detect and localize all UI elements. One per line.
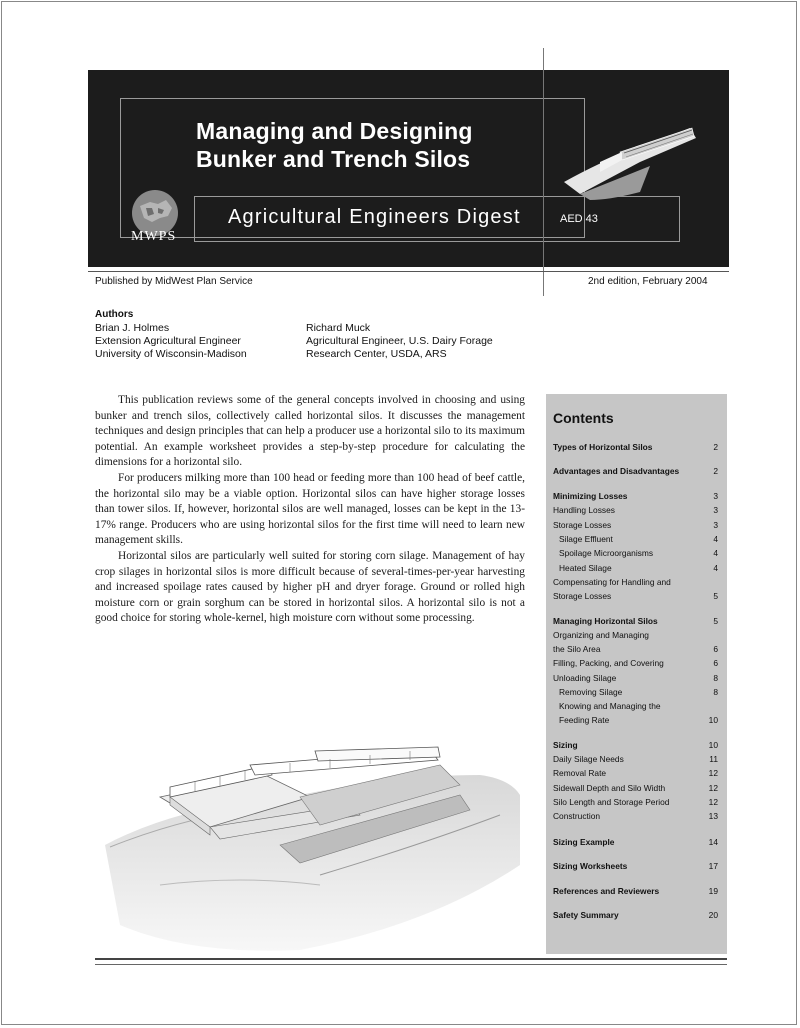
- toc-label: Handling Losses: [553, 505, 615, 515]
- toc-page: 11: [709, 754, 718, 764]
- toc-label: Feeding Rate: [559, 715, 610, 725]
- toc-page: 10: [708, 740, 718, 750]
- toc-label: Storage Losses: [553, 591, 612, 601]
- toc-page: 6: [713, 658, 718, 668]
- toc-page: 5: [713, 616, 718, 626]
- contents-title: Contents: [553, 410, 614, 426]
- toc-page: 12: [708, 797, 718, 807]
- toc-page: 14: [708, 837, 718, 847]
- toc-page: 5: [713, 591, 718, 601]
- footer-rule: [95, 958, 727, 960]
- series-name: Agricultural Engineers Digest: [228, 206, 521, 228]
- toc-label: Silo Length and Storage Period: [553, 797, 670, 807]
- toc-page: 13: [708, 811, 718, 821]
- author-left-org: University of Wisconsin-Madison: [95, 348, 247, 360]
- toc-item[interactable]: [553, 591, 718, 605]
- author-right: [306, 322, 493, 361]
- toc-label: Knowing and Managing the: [559, 701, 661, 711]
- toc-item[interactable]: [553, 442, 718, 456]
- toc-item[interactable]: [553, 630, 718, 644]
- toc-label: Minimizing Losses: [553, 491, 628, 501]
- toc-page: 4: [713, 563, 718, 573]
- toc-item[interactable]: [553, 740, 718, 754]
- author-left: [95, 322, 247, 361]
- toc-label: Daily Silage Needs: [553, 754, 624, 764]
- bunker-silo-illustration-icon: [100, 735, 530, 955]
- toc-item[interactable]: [553, 701, 718, 715]
- toc-item[interactable]: [553, 644, 718, 658]
- authors-heading: Authors: [95, 309, 134, 320]
- title-line-1: Managing and Designing: [196, 118, 473, 144]
- toc-item[interactable]: [553, 910, 718, 924]
- toc-page: 2: [713, 466, 718, 476]
- toc-item[interactable]: [553, 520, 718, 534]
- document-title: [196, 117, 473, 173]
- toc-item[interactable]: [553, 783, 718, 797]
- toc-item[interactable]: [553, 491, 718, 505]
- toc-label: Removing Silage: [559, 687, 623, 697]
- toc-page: 3: [713, 505, 718, 515]
- series-code: AED 43: [560, 213, 598, 225]
- publisher-rule: [88, 271, 729, 272]
- toc-label: Sizing Worksheets: [553, 861, 628, 871]
- toc-page: 12: [708, 768, 718, 778]
- toc-label: Advantages and Disadvantages: [553, 466, 680, 476]
- toc-label: Sizing: [553, 740, 578, 750]
- toc-label: Organizing and Managing: [553, 630, 649, 640]
- toc-item[interactable]: [553, 837, 718, 851]
- toc-label: the Silo Area: [553, 644, 601, 654]
- toc-item[interactable]: [553, 616, 718, 630]
- toc-item[interactable]: [553, 715, 718, 729]
- toc-label: Sidewall Depth and Silo Width: [553, 783, 666, 793]
- toc-item[interactable]: [553, 861, 718, 875]
- toc-item[interactable]: [553, 768, 718, 782]
- title-line-2: Bunker and Trench Silos: [196, 146, 471, 172]
- mwps-logo-text: MWPS: [131, 229, 177, 244]
- toc-item[interactable]: [553, 563, 718, 577]
- toc-label: Construction: [553, 811, 601, 821]
- toc-item[interactable]: [553, 754, 718, 768]
- publisher-line: Published by MidWest Plan Service: [95, 276, 253, 287]
- author-right-name: Richard Muck: [306, 322, 371, 334]
- toc-page: 6: [713, 644, 718, 654]
- toc-page: 19: [708, 886, 718, 896]
- author-left-name: Brian J. Holmes: [95, 322, 170, 334]
- toc-item[interactable]: [553, 811, 718, 825]
- intro-text: [95, 393, 525, 627]
- vertical-rule: [543, 48, 544, 296]
- toc-item[interactable]: [553, 548, 718, 562]
- silo-drawing-icon: [560, 122, 700, 202]
- toc-page: 3: [713, 491, 718, 501]
- toc-page: 12: [708, 783, 718, 793]
- author-right-org: Research Center, USDA, ARS: [306, 348, 447, 360]
- toc-label: Compensating for Handling and: [553, 577, 671, 587]
- toc-item[interactable]: [553, 797, 718, 811]
- toc-label: Unloading Silage: [553, 673, 617, 683]
- toc-label: Safety Summary: [553, 910, 619, 920]
- paragraph: Horizontal silos are particularly well suited for storing corn silage. Management of hay crop silages in horizontal silos is more difficult because of several-times-per-year harvesting and increased spoilage rates caused by higher pH and dryer forage. Ground or rolled high moisture corn or grain sorghum can be stored in horizontal silos. A horizontal silo is not a good choice for storing whole-kernel, high moisture corn without some processing.: [95, 549, 525, 625]
- edition-line: 2nd edition, February 2004: [588, 276, 708, 287]
- toc-item[interactable]: [553, 687, 718, 701]
- toc-label: Types of Horizontal Silos: [553, 442, 653, 452]
- author-right-title: Agricultural Engineer, U.S. Dairy Forage: [306, 335, 493, 347]
- toc-page: 8: [713, 673, 718, 683]
- paragraph: For producers milking more than 100 head or feeding more than 100 head of beef cattle, the horizontal silo may be a viable option. Horizontal silos can have higher storage losses than tower silos. If, however, horizontal silos are well managed, losses can be kept in the 13-17% range. Producers who are using horizontal silos for the first time will need to learn new management skills.: [95, 471, 525, 547]
- toc-label: Filling, Packing, and Covering: [553, 658, 664, 668]
- toc-item[interactable]: [553, 673, 718, 687]
- author-left-title: Extension Agricultural Engineer: [95, 335, 241, 347]
- toc-label: Heated Silage: [559, 563, 612, 573]
- toc-page: 8: [713, 687, 718, 697]
- toc-item[interactable]: [553, 886, 718, 900]
- footer-rule-thin: [95, 964, 727, 965]
- toc-label: Spoilage Microorganisms: [559, 548, 654, 558]
- paragraph: This publication reviews some of the general concepts involved in choosing and using bunker and trench silos, collectively called horizontal silos. It discusses the management techniques and design principles that can help a producer use a horizontal silo to its maximum potential. An example worksheet provides a step-by-step procedure for calculating the dimensions for a horizontal silo.: [95, 394, 525, 469]
- toc-item[interactable]: [553, 658, 718, 672]
- toc-page: 4: [713, 548, 718, 558]
- toc-page: 17: [708, 861, 718, 871]
- toc-label: Storage Losses: [553, 520, 612, 530]
- toc-item[interactable]: [553, 466, 718, 480]
- toc-item[interactable]: [553, 505, 718, 519]
- toc-item[interactable]: [553, 534, 718, 548]
- toc-label: Managing Horizontal Silos: [553, 616, 658, 626]
- toc-page: 10: [708, 715, 718, 725]
- toc-label: Removal Rate: [553, 768, 607, 778]
- toc-label: References and Reviewers: [553, 886, 660, 896]
- toc-page: 2: [713, 442, 718, 452]
- toc-label: Silage Effluent: [559, 534, 613, 544]
- toc-label: Sizing Example: [553, 837, 615, 847]
- toc-page: 3: [713, 520, 718, 530]
- toc-item[interactable]: [553, 577, 718, 591]
- toc-page: 20: [708, 910, 718, 920]
- toc-page: 4: [713, 534, 718, 544]
